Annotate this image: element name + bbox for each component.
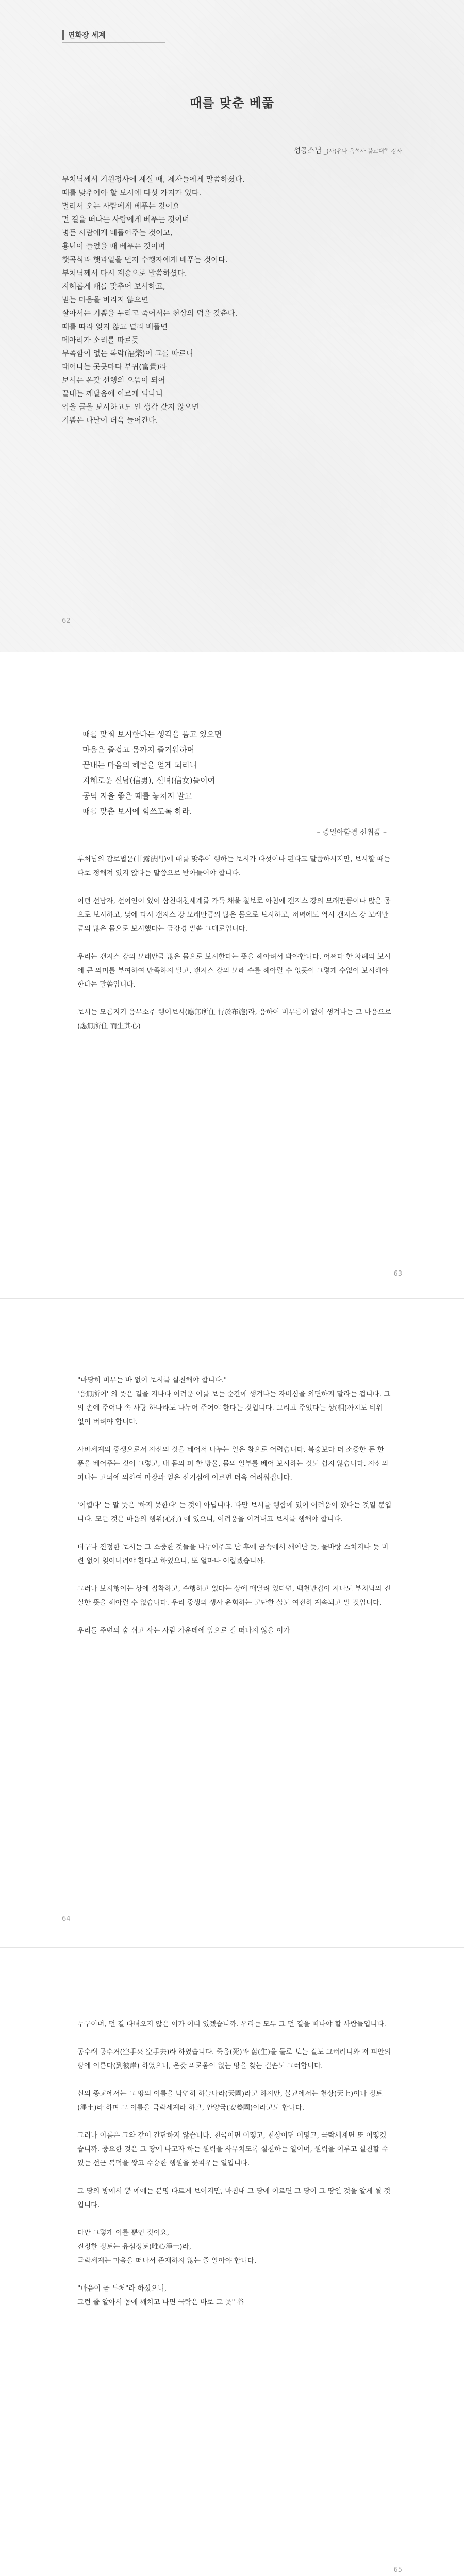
page-number: 65 [393,2566,402,2574]
quote-line: 지혜로운 신남(信男), 신녀(信女)들이여 [82,776,216,785]
paragraph: 신의 종교에서는 그 땅의 이름을 막연히 하늘나라(天國)라고 하지만, 불교에서는 천상(天上)이나 정토(淨土)라 하며 그 이름을 극락세계라 하고, 안양국(安養國)이라고도 합니다. [77,2090,383,2112]
verse-line: 햇곡식과 햇과일을 먼저 수행자에게 베푸는 것이다. [62,256,228,264]
verse-line: 부족함이 없는 복락(福樂)이 그를 따르니 [62,350,193,358]
paragraph: 우리들 주변의 숨 쉬고 사는 사람 가운데에 앞으로 길 떠나지 않을 이가 [77,1626,290,1635]
quote-line: 때를 맞춘 보시에 힘쓰도록 하라. [82,807,192,816]
verse-line: 살아서는 기쁨을 누리고 죽어서는 천상의 덕을 갖춘다. [62,310,238,318]
paragraph: 누구이며, 먼 길 다녀오지 않은 이가 어디 있겠습니까. 우리는 모두 그 먼 길을 떠나야 할 사람들입니다. [77,2020,386,2028]
page-62-content [62,0,402,652]
paragraph: 공수래 공수거(空手來 空手去)라 하였습니다. 죽음(死)과 삶(生)을 둘로 보는 길도 그러려니와 저 피안의 땅에 이른다(到彼岸) 하였으니, 온갖 괴로움이 없는 땅을 찾는 길손도 그러합니다. [77,2048,391,2070]
section-tag: 연화장 세계 [62,30,106,40]
page-number: 63 [393,1270,402,1278]
verse-line: 때를 맞추어야 할 보시에 다섯 가지가 있다. [62,189,202,197]
page-63-content [62,652,402,1298]
page-62 [0,0,464,652]
verse-line: 보시는 온갖 선행의 으뜸이 되어 [62,377,165,385]
page-64-content [62,1299,402,1947]
verse-block [62,173,402,428]
verse-line: 부처님께서 기원정사에 계실 때, 제자들에게 말씀하셨다. [62,176,245,184]
paragraph: 어떤 선남자, 선여인이 있어 삼천대천세계를 가득 채울 칠보로 아침에 갠지스 강의 모래만큼이나 많은 몸으로 보시하고, 낮에 다시 갠지스 강 모래만큼의 많은 몸으로 보시하고, 저녁에도 역시 갠지스 강 모래만큼의 많은 몸으로 보시했다는 금강경 말씀 그대로입니다. [77,897,391,933]
page-65-content [62,1948,402,2576]
body-text [77,1374,392,1652]
verse-line: 흉년이 들었을 때 베푸는 것이며 [62,243,165,251]
paragraph: 그러나 보시행이는 상에 집착하고, 수행하고 있다는 상에 매달려 있다면, 백천만겁이 지나도 부처님의 진실한 뜻을 헤아릴 수 없습니다. 우리 중생의 생사 윤회하는 고단한 삶도 여전히 계속되고 말 것입니다. [77,1585,391,1607]
quote-line: 때를 맞춰 보시한다는 생각을 품고 있으면 [82,730,222,739]
paragraph: 부처님의 감로법문(甘露法門)에 때를 맞추어 행하는 보시가 다섯이나 된다고 말씀하시지만, 보시할 때는 따로 정해져 있지 않다는 말씀으로 받아들여야 합니다. [77,855,391,877]
quote-line: 끝내는 마음의 해탈을 얻게 되리니 [82,760,197,770]
paragraph: '어렵다' 는 말 뜻은 '하지 못한다' 는 것이 아닙니다. 다만 보시를 행함에 있어 어려움이 있다는 것일 뿐입니다. 모든 것은 마음의 행위(心行) 에 있으니, 어려움을 이겨내고 보시를 행해야 합니다. [77,1501,392,1523]
body-text [77,853,392,1047]
verse-line: 부처님께서 다시 계송으로 말씀하셨다. [62,269,187,278]
paragraph: 우리는 갠지스 강의 모래만큼 많은 몸으로 보시한다는 뜻을 헤아려서 봐야합니다. 어쩌다 한 차례의 보시에 큰 의미를 부여하여 만족하지 말고, 갠지스 강의 모래 수를 헤아릴 수 없듯이 그렇게 수없이 보시해야 한다는 말씀입니다. [77,953,391,989]
quote-line: 공덕 지을 좋은 때를 놓치지 말고 [82,791,192,801]
paragraph: '응無所여' 의 뜻은 길을 지나다 어려운 이를 보는 순간에 생겨나는 자비심을 외면하지 말라는 겁니다. 그의 손에 주어나 속 사랑 하나라도 나누어 주어야 한다는 것입니다. 그리고 주었다는 상(相)까지도 비워 없이 버려야 합니다. [77,1390,391,1426]
paragraph: 더구나 진정한 보시는 그 소중한 것들을 나누어주고 난 후에 꿈속에서 깨어난 듯, 물바랑 스쳐지나 듯 미련 없이 잊어버려야 한다고 하였으니, 또 얼마나 어렵겠습니까. [77,1543,389,1565]
author-name: 성공스님 [293,147,322,155]
page-65 [0,1948,464,2576]
page-63 [0,652,464,1298]
verse-line: 먼 길을 떠나는 사람에게 베푸는 것이며 [62,216,190,224]
byline [294,145,402,156]
paragraph: 사바세계의 중생으로서 자신의 것을 베어서 나누는 일은 참으로 어렵습니다. 복숭보다 더 소중한 돈 한 푼을 베어주는 것이 그렇고, 내 몸의 피 한 방울, 몸의 일부를 베어 보시하는 것도 쉽지 않습니다. 자신의 피나는 고뇌에 의하여 마장과 얻은 신기심에 이르면 더욱 어려워집니다. [77,1446,389,1482]
paragraph: 보시는 모름지기 응무소주 행어보시(應無所住 行於布施)라, 응하여 머무름이 없이 생겨나는 그 마음으로(應無所住 而生其心) [77,1008,392,1030]
verse-line: 때를 따라 잊지 않고 널리 베풀면 [62,323,168,331]
paragraph: 그 땅의 방에서 뿜 예에는 분명 다르게 보이지만, 마침내 그 땅에 이르면 그 땅이 그 땅인 것을 알게 될 것입니다. [77,2187,391,2209]
verse-line: 기쁨은 나날이 더욱 늘어간다. [62,417,158,425]
quote-line: 마음은 즐겁고 몸까지 즐거워하며 [82,745,195,754]
paragraph: "마땅히 머무는 바 없이 보시를 실천해야 합니다." [77,1376,227,1384]
verse-line: 억을 곱을 보시하고도 인 생각 갖지 않으면 [62,403,199,412]
section-tag-rule [62,42,165,43]
quote-source: – 증일아함경 선취품 – [317,828,387,837]
author-role: _(사)유나 옥석사 불교대학 강사 [323,148,402,155]
sutra-quote [82,726,392,819]
page-number: 62 [62,617,71,625]
paragraph: 다만 그렇게 이를 뿐인 것이요, 진정한 정토는 유심정토(唯心淨土)라, 극락세계는 마음을 떠나서 존재하지 않는 줄 알아야 합니다. [77,2229,257,2265]
verse-line: 믿는 마음을 버리지 않으면 [62,296,148,304]
paragraph: "마음이 곧 부처"라 하셨으니, 그런 줄 알아서 몸에 깨치고 나면 극락은 바로 그 곳" 谷 [77,2284,244,2307]
verse-line: 멀리서 오는 사람에게 베푸는 것이요 [62,202,180,211]
verse-line: 지혜롭게 때를 맞추어 보시하고, [62,283,165,291]
verse-line: 태어나는 곳곳마다 부귀(富貴)라 [62,363,167,371]
paragraph: 그러나 이름은 그와 같이 간단하지 않습니다. 천국이면 어떻고, 천상이면 어떻고, 극락세계면 또 어떻겠습니까. 중요한 것은 그 땅에 나고자 하는 원력을 사무치도록 실천하는 일이며, 원력을 이루고 실천할 수 있는 선근 복덕을 쌓고 수승한 행원을 꽃피우는 일입니다. [77,2131,389,2167]
article-title: 때를 맞춘 베풂 [190,96,274,110]
verse-line: 병든 사람에게 베풀어주는 것이고, [62,229,173,238]
verse-line: 메아리가 소리를 따르듯 [62,336,139,345]
verse-line: 끝내는 깨달음에 이르게 되나니 [62,390,163,398]
body-text [77,2018,392,2324]
page-number: 64 [62,1915,71,1923]
page-64 [0,1299,464,1947]
